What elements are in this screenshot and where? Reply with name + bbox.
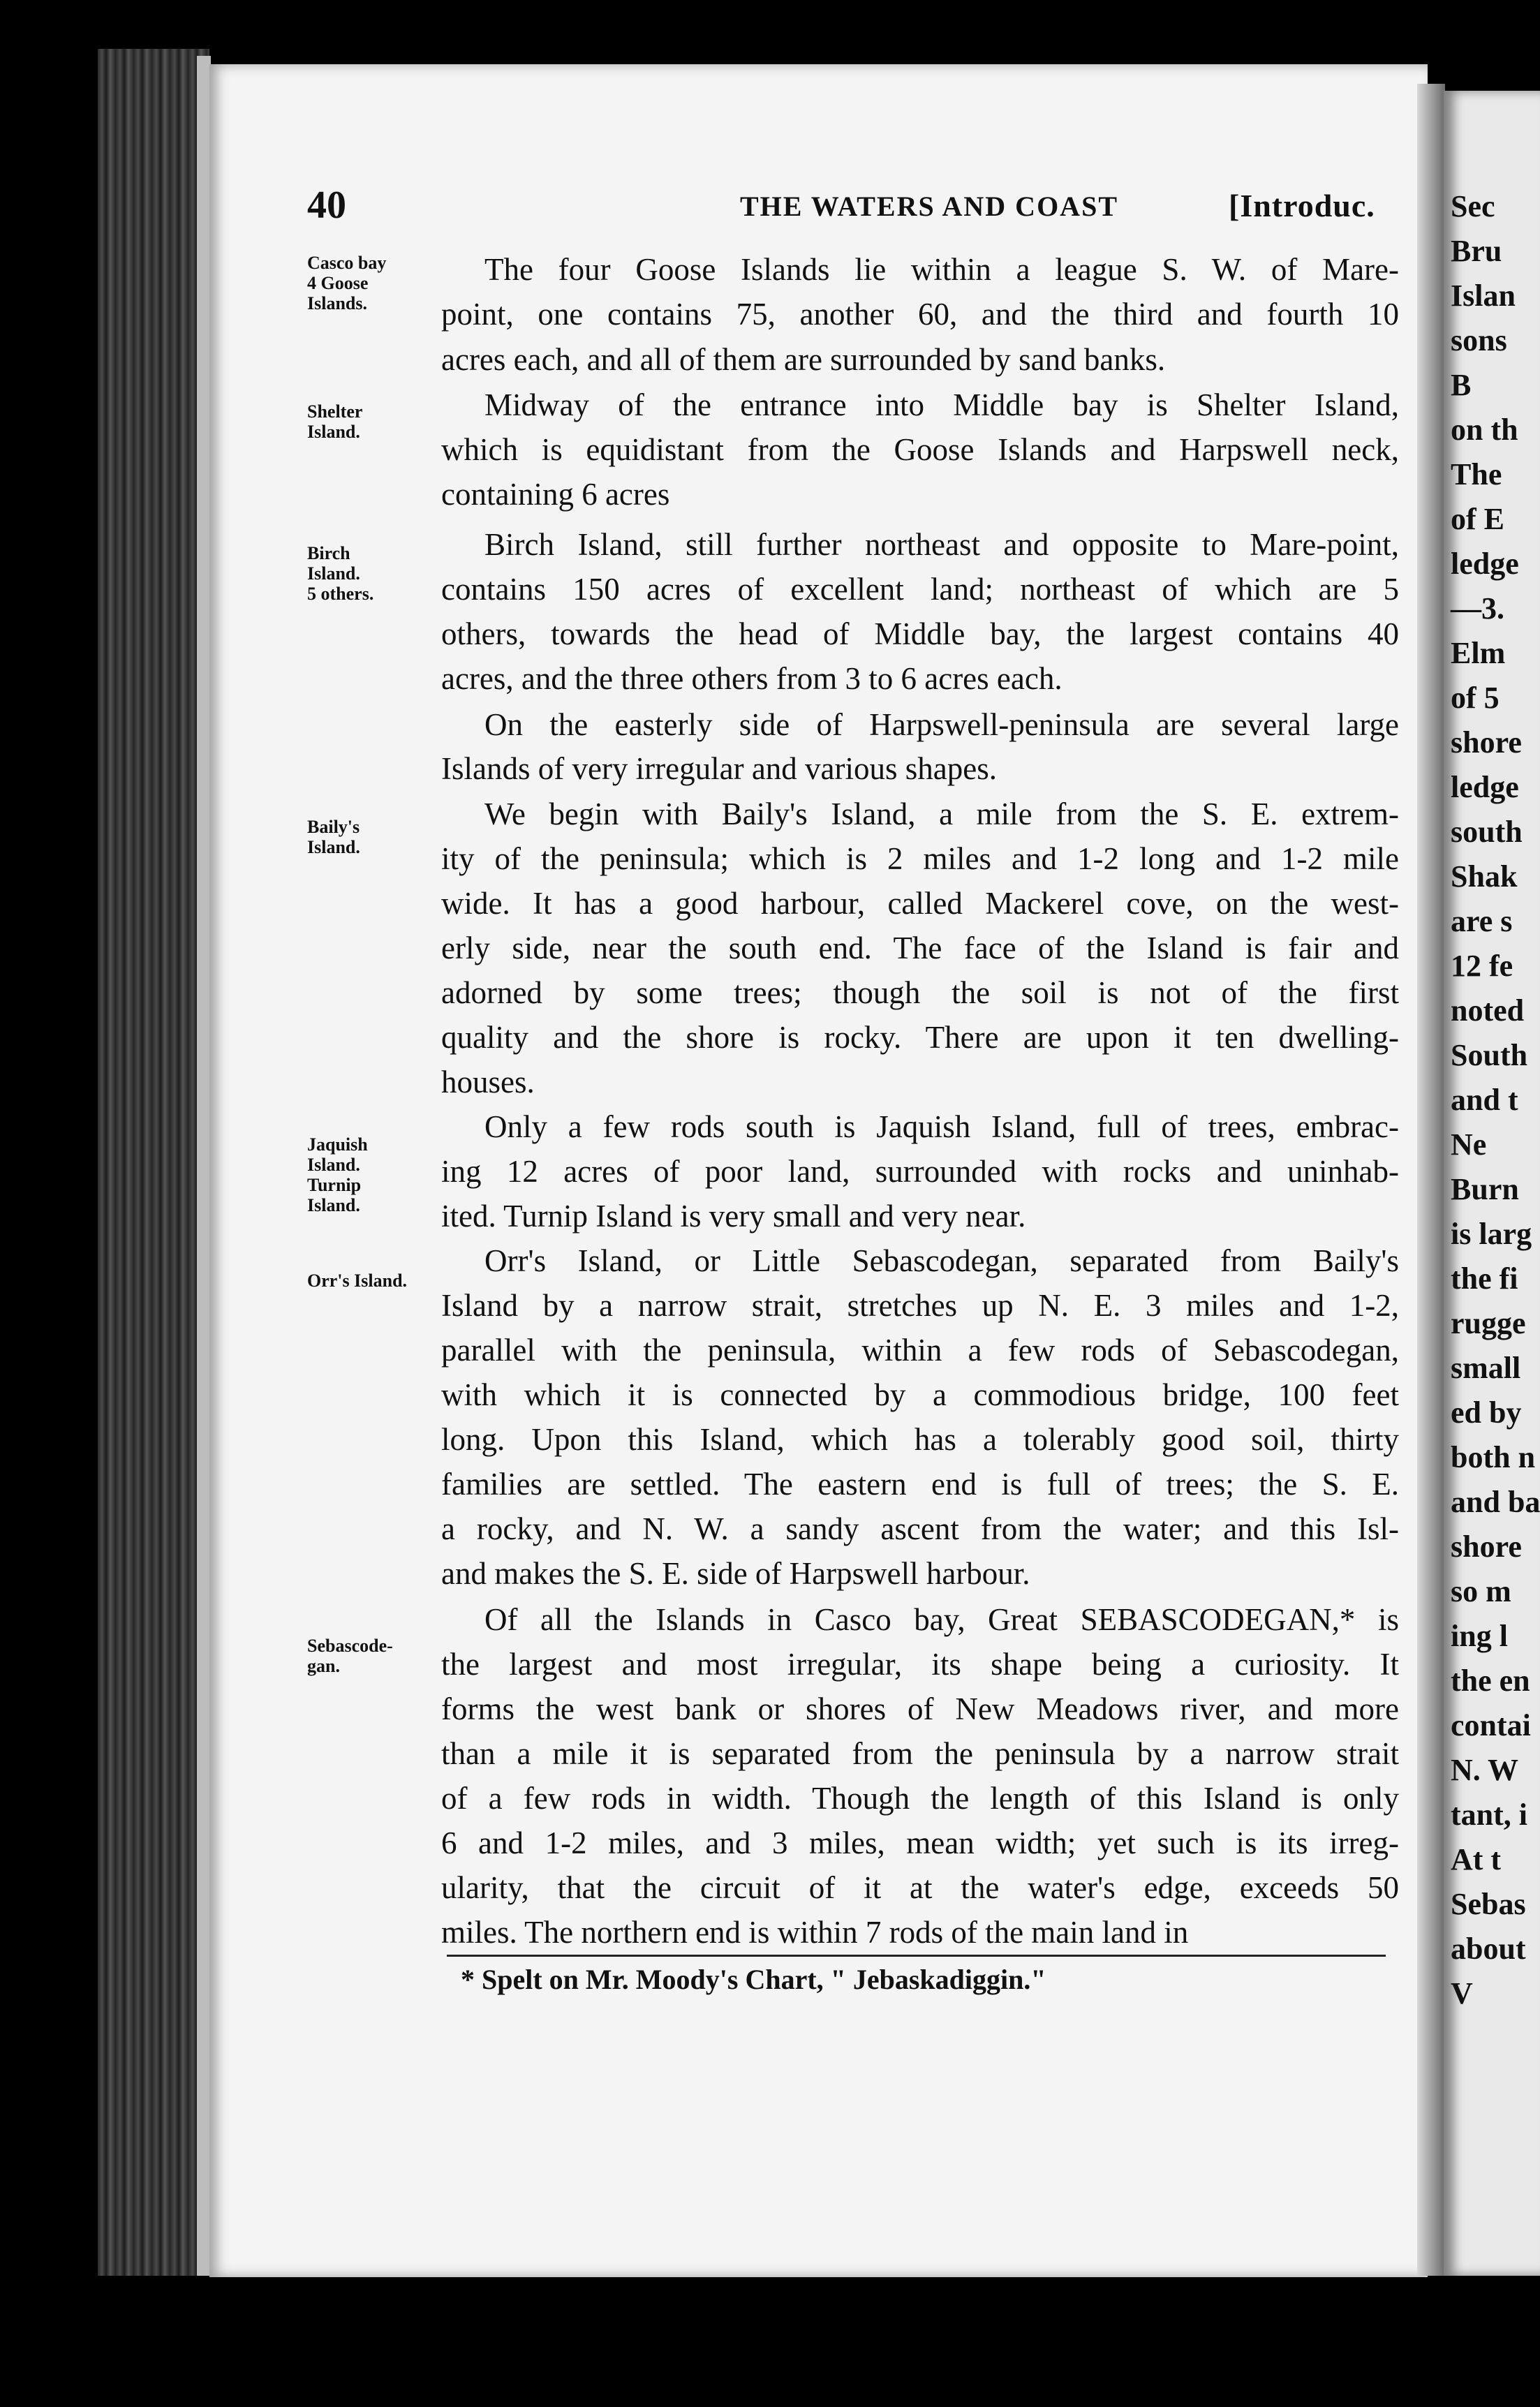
margin-note-line: 4 Goose xyxy=(307,273,369,293)
body-text-line: Island by a narrow strait, stretches up N. E. 3 miles and 1-2, xyxy=(441,1288,1399,1323)
body-text-line: miles. The northern end is within 7 rods of the main land in xyxy=(441,1915,1189,1950)
facing-page-text: V xyxy=(1451,1976,1473,2010)
facing-page-text: is larg xyxy=(1451,1217,1532,1251)
running-header xyxy=(307,183,1445,232)
body-text-line: point, one contains 75, another 60, and the third and fourth 10 xyxy=(441,297,1399,332)
facing-page-text: of 5 xyxy=(1451,681,1500,715)
body-text-line: of a few rods in width. Though the length of this Island is only xyxy=(441,1781,1399,1816)
footnote: * Spelt on Mr. Moody's Chart, " Jebaskadiggin." xyxy=(461,1964,1046,1995)
body-text-line: Orr's Island, or Little Sebascodegan, separated from Baily's xyxy=(484,1243,1399,1278)
facing-page-text: ledge xyxy=(1451,547,1519,581)
margin-note-line: Island. xyxy=(307,563,360,584)
margin-note-line: gan. xyxy=(307,1656,340,1676)
body-text-line: Of all the Islands in Casco bay, Great SEBASCODEGAN,* is xyxy=(484,1602,1399,1637)
body-text-line: the largest and most irregular, its shape being a curiosity. It xyxy=(441,1647,1399,1682)
facing-page-text: contai xyxy=(1451,1708,1531,1742)
facing-page-text: so m xyxy=(1451,1574,1511,1608)
facing-page-text: tant, i xyxy=(1451,1798,1527,1832)
body-text-line: families are settled. The eastern end is full of trees; the S. E. xyxy=(441,1467,1399,1502)
facing-page-text: B xyxy=(1451,368,1472,402)
facing-page-fragment xyxy=(1444,91,1540,2276)
facing-page-text: rugge xyxy=(1451,1306,1526,1340)
body-text-line: with which it is connected by a commodious bridge, 100 feet xyxy=(441,1377,1399,1412)
body-text-line: Birch Island, still further northeast and opposite to Mare-point, xyxy=(484,527,1399,562)
margin-note-line: Island. xyxy=(307,1195,360,1215)
body-text-line: parallel with the peninsula, within a few rods of Sebascodegan, xyxy=(441,1333,1399,1368)
body-text-line: and makes the S. E. side of Harpswell harbour. xyxy=(441,1556,1030,1591)
facing-page-text: shore xyxy=(1451,1530,1522,1564)
facing-page-text: Elm xyxy=(1451,636,1506,670)
margin-note xyxy=(307,817,433,857)
body-text-line: Midway of the entrance into Middle bay is Shelter Island, xyxy=(484,387,1399,422)
margin-note-line: Islands. xyxy=(307,293,367,313)
body-text-line: 6 and 1-2 miles, and 3 miles, mean width; yet such is its irreg- xyxy=(441,1825,1399,1860)
margin-note-line: Orr's Island. xyxy=(307,1271,408,1291)
body-text-line: The four Goose Islands lie within a league S. W. of Mare- xyxy=(484,252,1399,287)
facing-page-text: and ba xyxy=(1451,1485,1540,1519)
margin-note-line: Sebascode- xyxy=(307,1636,393,1656)
book-spine xyxy=(98,49,209,2276)
body-text-line: others, towards the head of Middle bay, the largest contains 40 xyxy=(441,616,1399,651)
body-text-line: acres each, and all of them are surrounded by sand banks. xyxy=(441,342,1166,377)
margin-note xyxy=(307,1134,433,1215)
gutter-shadow xyxy=(1417,84,1445,2276)
facing-page-text: and t xyxy=(1451,1083,1518,1117)
body-text-line: acres, and the three others from 3 to 6 acres each. xyxy=(441,661,1063,696)
facing-page-text: 12 fe xyxy=(1451,949,1513,983)
margin-note-line: Shelter xyxy=(307,401,363,422)
facing-page-text: about xyxy=(1451,1932,1526,1966)
page-number: 40 xyxy=(307,184,346,227)
margin-note-line: Baily's xyxy=(307,817,360,837)
facing-page-text: Sebas xyxy=(1451,1887,1526,1921)
body-text-line: adorned by some trees; though the soil is not of the first xyxy=(441,975,1399,1010)
facing-page-text: ledge xyxy=(1451,770,1519,804)
facing-page-text: shore xyxy=(1451,725,1522,760)
facing-page-text: N. W xyxy=(1451,1753,1518,1787)
section-label: [Introduc. xyxy=(1229,188,1375,223)
facing-page-text: Bru xyxy=(1451,234,1502,268)
body-text-line: contains 150 acres of excellent land; northeast of which are 5 xyxy=(441,572,1399,607)
margin-note xyxy=(307,401,433,442)
facing-page-text: ing l xyxy=(1451,1619,1508,1653)
body-text-line: a rocky, and N. W. a sandy ascent from the water; and this Isl- xyxy=(441,1511,1399,1546)
body-text-line: long. Upon this Island, which has a tolerably good soil, thirty xyxy=(441,1422,1399,1457)
facing-page-text: Burn xyxy=(1451,1172,1519,1206)
facing-page-text: The xyxy=(1451,457,1502,491)
margin-note xyxy=(307,1636,433,1676)
margin-note-line: Turnip xyxy=(307,1175,362,1195)
margin-note-line: Island. xyxy=(307,422,360,442)
facing-page-text: the en xyxy=(1451,1664,1530,1698)
body-text-line: ity of the peninsula; which is 2 miles and 1-2 long and 1-2 mile xyxy=(441,841,1399,876)
facing-page-text: Shak xyxy=(1451,859,1518,894)
facing-page-text: Islan xyxy=(1451,279,1516,313)
body-text-line: Islands of very irregular and various shapes. xyxy=(441,751,998,786)
body-text-line: than a mile it is separated from the peninsula by a narrow strait xyxy=(441,1736,1399,1771)
body-text-line: which is equidistant from the Goose Islands and Harpswell neck, xyxy=(441,432,1399,467)
facing-page-text: At t xyxy=(1451,1842,1502,1876)
facing-page-text: of E xyxy=(1451,502,1504,536)
margin-note xyxy=(307,543,433,604)
facing-page-text: Sec xyxy=(1451,189,1495,223)
facing-page-text: Ne xyxy=(1451,1127,1487,1162)
body-text-line: erly side, near the south end. The face of the Island is fair and xyxy=(441,931,1399,965)
body-text-line: Only a few rods south is Jaquish Island, full of trees, embrac- xyxy=(484,1109,1399,1144)
body-text-line: quality and the shore is rocky. There are upon it ten dwelling- xyxy=(441,1020,1399,1055)
body-text-line: forms the west bank or shores of New Meadows river, and more xyxy=(441,1691,1399,1726)
facing-page-text: south xyxy=(1451,815,1523,849)
margin-note xyxy=(307,1271,433,1291)
facing-page-text: ed by xyxy=(1451,1395,1522,1430)
body-text-line: We begin with Baily's Island, a mile from the S. E. extrem- xyxy=(484,797,1399,831)
facing-page-text: the fi xyxy=(1451,1261,1518,1296)
margin-note-line: Casco bay xyxy=(307,253,387,273)
facing-page-text: are s xyxy=(1451,904,1513,938)
body-text-line: houses. xyxy=(441,1065,535,1099)
facing-page-text: sons xyxy=(1451,323,1507,357)
body-text-line: containing 6 acres xyxy=(441,477,670,512)
body-text-line: ularity, that the circuit of it at the water's edge, exceeds 50 xyxy=(441,1870,1399,1905)
margin-note xyxy=(307,253,433,313)
body-text-line: wide. It has a good harbour, called Mackerel cove, on the west- xyxy=(441,886,1399,921)
body-text-line: ing 12 acres of poor land, surrounded with rocks and uninhab- xyxy=(441,1154,1399,1189)
page-edge xyxy=(197,56,211,2276)
facing-page-text: South xyxy=(1451,1038,1528,1072)
margin-note-line: Birch xyxy=(307,543,350,563)
margin-note-line: Island. xyxy=(307,837,360,857)
footnote-rule xyxy=(447,1955,1386,1957)
body-text-line: ited. Turnip Island is very small and very near. xyxy=(441,1199,1026,1234)
margin-note-line: Jaquish xyxy=(307,1134,368,1155)
facing-page-text: on th xyxy=(1451,413,1518,447)
running-title: THE WATERS AND COAST xyxy=(740,191,1118,222)
facing-page-text: small xyxy=(1451,1351,1521,1385)
margin-note-line: Island. xyxy=(307,1155,360,1175)
facing-page-text: —3. xyxy=(1451,591,1504,625)
body-text-line: On the easterly side of Harpswell-peninsula are several large xyxy=(484,707,1399,742)
facing-page-text: noted xyxy=(1451,993,1525,1028)
facing-page-text: both n xyxy=(1451,1440,1536,1474)
margin-note-line: 5 others. xyxy=(307,584,374,604)
